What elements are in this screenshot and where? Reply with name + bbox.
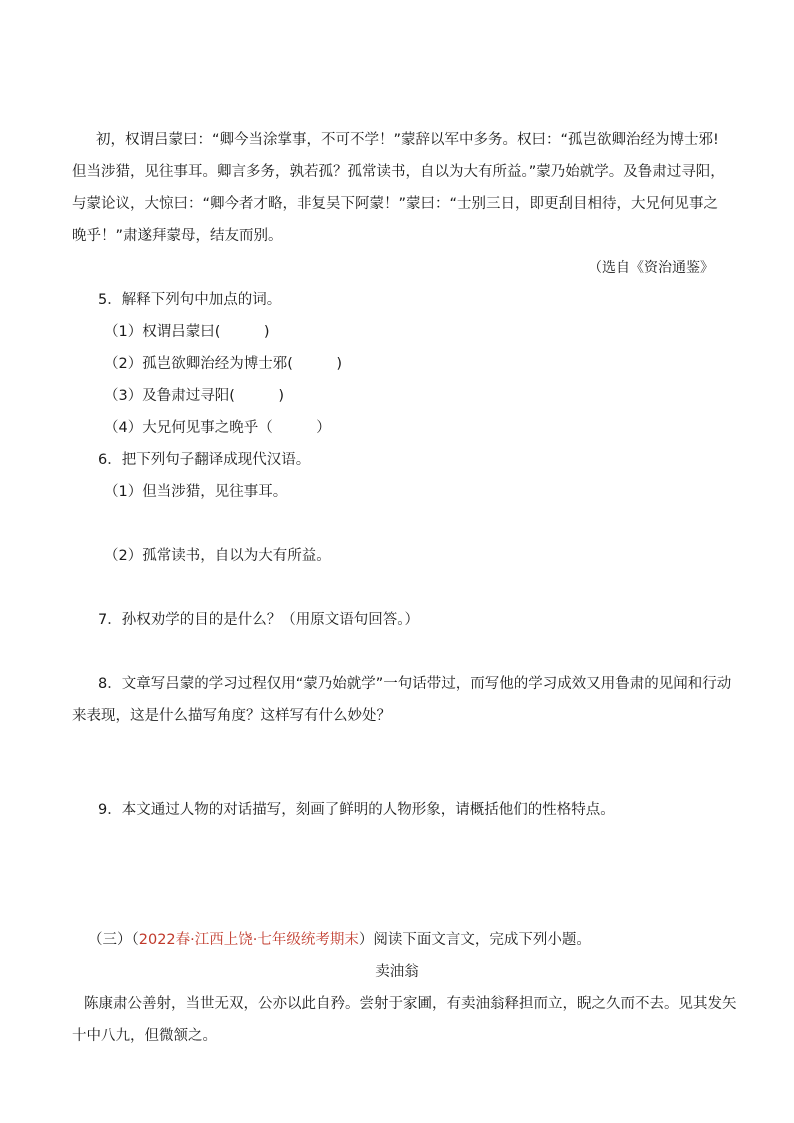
question-6-item: （1）但当涉猎，见往事耳。 [104,484,288,500]
passage-line: 与蒙论议，大惊曰：“卿今者才略，非复吴下阿蒙！”蒙曰：“士别三日，即更刮目相待，大兄何见事之 [72,196,719,212]
passage-line: 初，权谓吕蒙曰：“卿今当涂掌事，不可不学！”蒙辞以军中多务。权曰：“孤岂欲卿治经为博士邪! [96,132,719,148]
question-6-item: （2）孤常读书，自以为大有所益。 [104,548,331,564]
question-8-line: 来表现，这是什么描写角度？这样写有什么妙处？ [72,708,391,724]
section-3-source-tag: 2022春·江西上饶·七年级统考期末 [138,932,359,948]
passage-source: （选自《资治通鉴》 [588,260,714,276]
question-9: 9．本文通过人物的对话描写，刻画了鲜明的人物形象，请概括他们的性格特点。 [98,802,615,818]
question-5-item: （3）及鲁肃过寻阳( ) [104,388,285,404]
section-3-title: 卖油翁 [375,964,419,980]
section-3-instruction: ）阅读下面文言文，完成下列小题。 [358,932,591,948]
section-3-heading [88,930,591,950]
section-3-prefix: （三）（ [88,932,139,948]
question-5-item: （2）孤岂欲卿治经为博士邪( ) [104,356,343,372]
question-8-line: 8．文章写吕蒙的学习过程仅用“蒙乃始就学”一句话带过，而写他的学习成效又用鲁肃的见闻和行动 [98,676,732,692]
passage-line: 晚乎！”肃遂拜蒙母，结友而别。 [72,228,283,244]
passage-line: 但当涉猎，见往事耳。卿言多务，孰若孤？孤常读书，自以为大有所益。”蒙乃始就学。及鲁肃过寻阳， [72,164,725,180]
question-6-stem: 6．把下列句子翻译成现代汉语。 [98,452,311,468]
section-3-line: 陈康肃公善射，当世无双，公亦以此自矜。尝射于家圃，有卖油翁释担而立，睨之久而不去。见其发矢 [84,996,737,1012]
question-5-item: （1）权谓吕蒙曰( ) [104,324,270,340]
question-5-stem: 5．解释下列句中加点的词。 [98,292,282,308]
question-7: 7．孙权劝学的目的是什么？（用原文语句回答。） [98,612,419,628]
section-3-line: 十中八九，但微颔之。 [72,1028,217,1044]
question-5-item: （4）大兄何见事之晚乎（ ） [104,420,331,436]
